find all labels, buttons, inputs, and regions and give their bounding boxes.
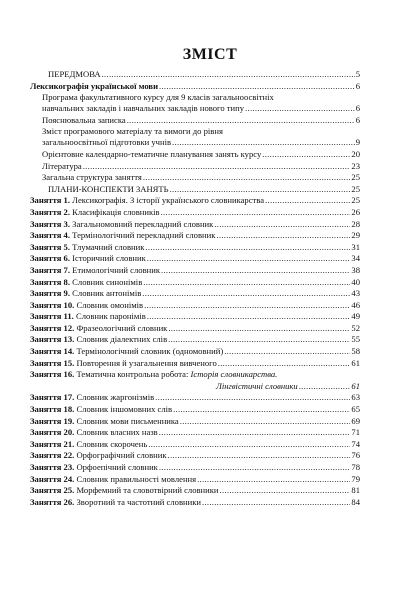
lesson-number: Заняття 13. — [30, 334, 75, 345]
toc-entry-lesson[interactable] — [30, 369, 360, 381]
lesson-number: Заняття 15. — [30, 357, 75, 368]
toc-entry-lesson[interactable] — [30, 253, 360, 265]
toc-entry-plans[interactable] — [30, 184, 360, 196]
toc-page-number: 74 — [351, 438, 360, 449]
toc-leader — [202, 497, 350, 509]
toc-leader — [224, 346, 350, 358]
toc-page-number: 38 — [351, 264, 360, 275]
toc-entry-text-line1: Програма факультативного курсу для 9 класів загальноосвітніх — [42, 92, 274, 103]
toc-page-number: 31 — [351, 241, 360, 252]
toc-page-number: 26 — [351, 206, 360, 217]
toc-entry-lesson[interactable] — [30, 346, 360, 358]
toc-page-number: 49 — [351, 311, 360, 322]
toc-entry-lesson[interactable] — [30, 311, 360, 323]
lesson-number: Заняття 18. — [30, 404, 75, 415]
toc-leader — [299, 381, 351, 393]
lesson-number: Заняття 4. — [30, 230, 71, 241]
lesson-number: Заняття 24. — [30, 473, 75, 484]
toc-entry-lesson[interactable] — [30, 416, 360, 428]
toc-entry-lesson[interactable] — [30, 358, 360, 370]
toc-page-number: 5 — [355, 69, 360, 79]
toc-entry-preface[interactable] — [30, 69, 360, 81]
toc-entry-text: Орфоепічний словник — [76, 462, 158, 472]
toc-leader — [127, 115, 355, 127]
toc-entry-lesson[interactable] — [30, 439, 360, 451]
toc-entry-text: Словник іншомовних слів — [76, 404, 173, 415]
toc-leader — [262, 149, 350, 161]
toc-page-number: 46 — [351, 299, 360, 310]
toc-leader — [168, 334, 350, 346]
toc-entry-section[interactable] — [30, 81, 360, 93]
toc-leader — [161, 265, 350, 277]
toc-leader — [148, 439, 350, 451]
toc-leader — [172, 137, 355, 149]
toc-entry-text-italic: Історія словникарства. — [190, 369, 278, 380]
toc-entry-text: Морфемний та словотвірний словники — [76, 485, 219, 496]
toc-entry-text: Лексикографія. З історії українського словникарства — [72, 195, 265, 206]
toc-entry-text: Орфографічний словник — [76, 450, 167, 461]
toc-leader — [180, 416, 351, 428]
toc-leader — [214, 219, 350, 231]
lesson-number: Заняття 22. — [30, 450, 75, 461]
toc-leader — [197, 474, 350, 486]
toc-leader — [218, 358, 351, 370]
toc-entry-text: Фразеологічний словник — [76, 322, 168, 333]
toc-entry-text: ПЕРЕДМОВА — [48, 69, 101, 79]
toc-leader — [159, 81, 355, 93]
lesson-number: Заняття 23. — [30, 462, 75, 472]
toc-leader — [170, 184, 351, 196]
toc-entry-structure[interactable] — [30, 172, 360, 184]
toc-page-number: 55 — [351, 334, 360, 345]
toc-entry-lesson[interactable] — [30, 334, 360, 346]
toc-entry-text: Словник скорочень — [76, 438, 148, 449]
toc-page-number: 61 — [351, 380, 360, 391]
toc-entry-text: Класифікація словників — [72, 206, 160, 217]
toc-page-number: 61 — [351, 357, 360, 368]
toc-entry-lesson[interactable] — [30, 474, 360, 486]
toc-page-number: 6 — [355, 80, 360, 91]
toc-leader — [83, 161, 351, 173]
toc-entry-text: Словник правильності мовлення — [76, 473, 197, 484]
toc-leader — [161, 207, 351, 219]
toc-entry-text: Повторення й узагальнення вивченого — [76, 357, 217, 368]
toc-entry-lesson[interactable] — [30, 242, 360, 254]
toc-leader — [144, 300, 350, 312]
toc-page-number: 25 — [351, 172, 360, 183]
toc-page-number: 25 — [351, 183, 360, 194]
toc-entry-lesson-cont[interactable] — [30, 381, 360, 393]
lesson-number: Заняття 14. — [30, 346, 75, 357]
lesson-number: Заняття 10. — [30, 299, 75, 310]
toc-entry-text: Література — [42, 160, 82, 171]
toc-page-number: 9 — [355, 137, 360, 148]
toc-entry-lesson[interactable] — [30, 207, 360, 219]
toc-entry-literature[interactable] — [30, 161, 360, 173]
toc-page-number: 71 — [351, 427, 360, 438]
toc-entry-text: Історичний словник — [72, 253, 146, 264]
toc-entry-text: Словник жаргонізмів — [76, 392, 155, 403]
toc-entry-lesson[interactable] — [30, 462, 360, 474]
table-of-contents — [30, 69, 360, 508]
toc-entry-lesson[interactable] — [30, 497, 360, 509]
toc-page-number: 69 — [351, 415, 360, 426]
toc-leader — [265, 195, 350, 207]
toc-page-number: 40 — [351, 276, 360, 287]
toc-leader — [147, 311, 351, 323]
toc-entry-lesson[interactable] — [30, 404, 360, 416]
lesson-number: Заняття 9. — [30, 288, 71, 299]
toc-entry-text: Лексикографія української мови — [30, 80, 159, 91]
toc-leader — [102, 69, 355, 81]
lesson-number: Заняття 26. — [30, 496, 75, 507]
toc-entry-lesson[interactable] — [30, 288, 360, 300]
toc-entry-lesson[interactable] — [30, 485, 360, 497]
toc-entry-text: Словник антонімів — [72, 288, 142, 299]
toc-entry-text: Загальномовний перекладний словник — [72, 218, 214, 229]
toc-entry-lesson[interactable] — [30, 323, 360, 335]
toc-page-number: 81 — [351, 485, 360, 496]
toc-leader — [168, 450, 351, 462]
toc-entry-text-line2: навчальних закладів і навчальних закладів нового типу — [42, 103, 245, 114]
lesson-number: Заняття 19. — [30, 415, 75, 426]
toc-leader — [168, 323, 350, 335]
toc-page-number: 84 — [351, 496, 360, 507]
toc-entry-text: Зворотний та частотний словники — [76, 496, 201, 507]
toc-page-number: 65 — [351, 404, 360, 415]
toc-entry-planning[interactable] — [30, 149, 360, 161]
toc-leader — [173, 404, 350, 416]
toc-leader — [142, 288, 350, 300]
toc-page-number: 6 — [355, 103, 360, 114]
toc-entry-text: Пояснювальна записка — [42, 114, 126, 125]
lesson-list — [30, 195, 360, 508]
toc-entry-text: Словник омонімів — [76, 299, 144, 310]
lesson-number: Заняття 6. — [30, 253, 71, 264]
toc-entry-text: Словник діалектних слів — [76, 334, 168, 345]
lesson-number: Заняття 8. — [30, 276, 71, 287]
toc-entry-text: Орієнтовне календарно-тематичне планування занять курсу — [42, 148, 262, 159]
toc-leader — [245, 103, 355, 115]
lesson-number: Заняття 2. — [30, 206, 71, 217]
lesson-number: Заняття 17. — [30, 392, 75, 403]
toc-page-number: 52 — [351, 322, 360, 333]
lesson-number: Заняття 20. — [30, 427, 75, 438]
lesson-number: Заняття 3. — [30, 218, 71, 229]
toc-entry-text: Тлумачний словник — [72, 241, 145, 252]
toc-entry-text-line1: Зміст програмового матеріалу та вимоги до рівня — [42, 126, 223, 137]
toc-leader — [145, 242, 350, 254]
toc-page-number: 79 — [351, 473, 360, 484]
toc-page-number: 43 — [351, 288, 360, 299]
toc-entry-lesson[interactable] — [30, 230, 360, 242]
lesson-number: Заняття 1. — [30, 195, 71, 206]
toc-page-number: 29 — [351, 230, 360, 241]
toc-leader — [159, 462, 351, 474]
toc-entry-text: Термінологічний перекладний словник — [72, 230, 216, 241]
toc-leader — [143, 172, 351, 184]
toc-leader — [216, 230, 350, 242]
toc-entry-lesson[interactable] — [30, 219, 360, 231]
toc-page-number: 23 — [351, 160, 360, 171]
toc-entry-text: Термінологічний словник (одномовний) — [76, 346, 224, 357]
toc-entry-lesson[interactable] — [30, 300, 360, 312]
toc-entry-lesson[interactable] — [30, 265, 360, 277]
toc-leader — [159, 427, 351, 439]
toc-page-number: 76 — [351, 450, 360, 461]
lesson-number: Заняття 21. — [30, 438, 75, 449]
lesson-number: Заняття 12. — [30, 322, 75, 333]
toc-entry-lesson[interactable] — [30, 450, 360, 462]
toc-page-number: 34 — [351, 253, 360, 264]
toc-entry-text-line2: загальноосвітньої підготовки учнів — [42, 137, 172, 148]
toc-entry-text: Словник синонімів — [72, 276, 143, 287]
lesson-number: Заняття 7. — [30, 264, 71, 275]
toc-entry-text-line2: Лінгвістичні словники — [216, 380, 298, 391]
toc-page-number: 28 — [351, 218, 360, 229]
toc-entry-text: ПЛАНИ-КОНСПЕКТИ ЗАНЯТЬ — [48, 183, 169, 194]
toc-entry-content[interactable] — [30, 126, 360, 137]
toc-page-number: 20 — [351, 148, 360, 159]
toc-entry-text: Загальна структура заняття — [42, 172, 142, 183]
toc-page-number: 63 — [351, 392, 360, 403]
toc-entry-program-cont[interactable] — [30, 103, 360, 115]
toc-entry-text: Словник власних назв — [76, 427, 158, 438]
toc-entry-text: Словник паронімів — [76, 311, 146, 322]
toc-entry-content-cont[interactable] — [30, 137, 360, 149]
toc-entry-text: Етимологічний словник — [72, 264, 160, 275]
toc-entry-lesson[interactable] — [30, 277, 360, 289]
lesson-number: Заняття 5. — [30, 241, 71, 252]
toc-entry-program[interactable] — [30, 92, 360, 103]
toc-page-number: 25 — [351, 195, 360, 206]
toc-page-number: 6 — [355, 114, 360, 125]
toc-entry-lesson[interactable] — [30, 392, 360, 404]
toc-entry-text: Словник мови письменника — [76, 415, 179, 426]
toc-page-number: 78 — [351, 462, 360, 472]
toc-page-number: 58 — [351, 346, 360, 357]
toc-entry-explanatory-note[interactable] — [30, 115, 360, 127]
lesson-number: Заняття 11. — [30, 311, 74, 322]
toc-leader — [147, 253, 351, 265]
toc-entry-lesson[interactable] — [30, 427, 360, 439]
toc-entry-lesson[interactable] — [30, 195, 360, 207]
lesson-number: Заняття 16. — [30, 369, 75, 380]
toc-leader — [143, 277, 350, 289]
page-title: ЗМІСТ — [182, 46, 238, 63]
toc-leader — [155, 392, 350, 404]
toc-leader — [220, 485, 351, 497]
lesson-number: Заняття 25. — [30, 485, 75, 496]
toc-entry-text-line1: Тематична контрольна робота: — [76, 369, 189, 380]
